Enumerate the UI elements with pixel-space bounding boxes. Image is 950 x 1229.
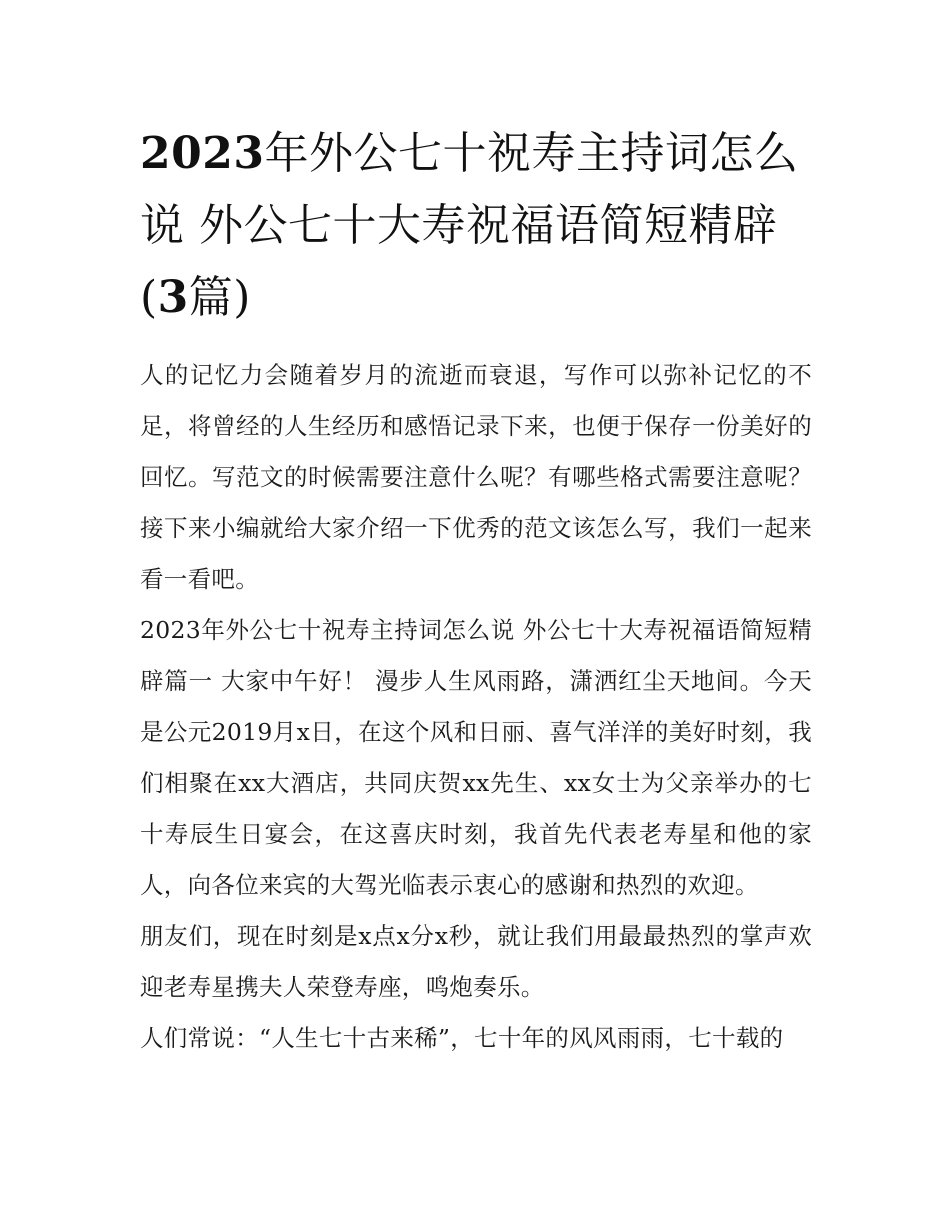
body-paragraph-3: 人们常说：“人生七十古来稀”，七十年的风风雨雨，七十载的 <box>140 1024 784 1052</box>
body-paragraph-2: 朋友们，现在时刻是x点x分x秒，就让我们用最最热烈的掌声欢迎老寿星携夫人荣登寿座，鸣炮奏乐。 <box>140 922 812 1001</box>
document-title <box>140 118 812 334</box>
intro-paragraph: 人的记忆力会随着岁月的流逝而衰退，写作可以弥补记忆的不足，将曾经的人生经历和感悟记录下来，也便于保存一份美好的回忆。写范文的时候需要注意什么呢？有哪些格式需要注意呢？接下来小编就给大家介绍一下优秀的范文该怎么写，我们一起来看一看吧。 <box>140 361 812 593</box>
title-text: 年外公七十祝寿主持词怎么说 外公七十大寿祝福语简短精辟( <box>140 128 799 323</box>
document-body <box>140 118 812 1064</box>
title-suffix: 篇) <box>188 272 251 323</box>
body-paragraph-1: 2023年外公七十祝寿主持词怎么说 外公七十大寿祝福语简短精辟篇一 大家中午好！ 漫步人生风雨路，潇洒红尘天地间。今天是公元2019月x日，在这个风和日丽、喜气洋洋的美好时刻，我们相聚在xx大酒店，共同庆贺xx先生、xx女士为父亲举办的七十寿辰生日宴会，在这喜庆时刻，我首先代表老寿星和他的家人，向各位来宾的大驾光临表示衷心的感谢和热烈的欢迎。 <box>140 616 812 899</box>
title-count: 3 <box>157 272 189 323</box>
title-year: 2023 <box>140 128 265 179</box>
